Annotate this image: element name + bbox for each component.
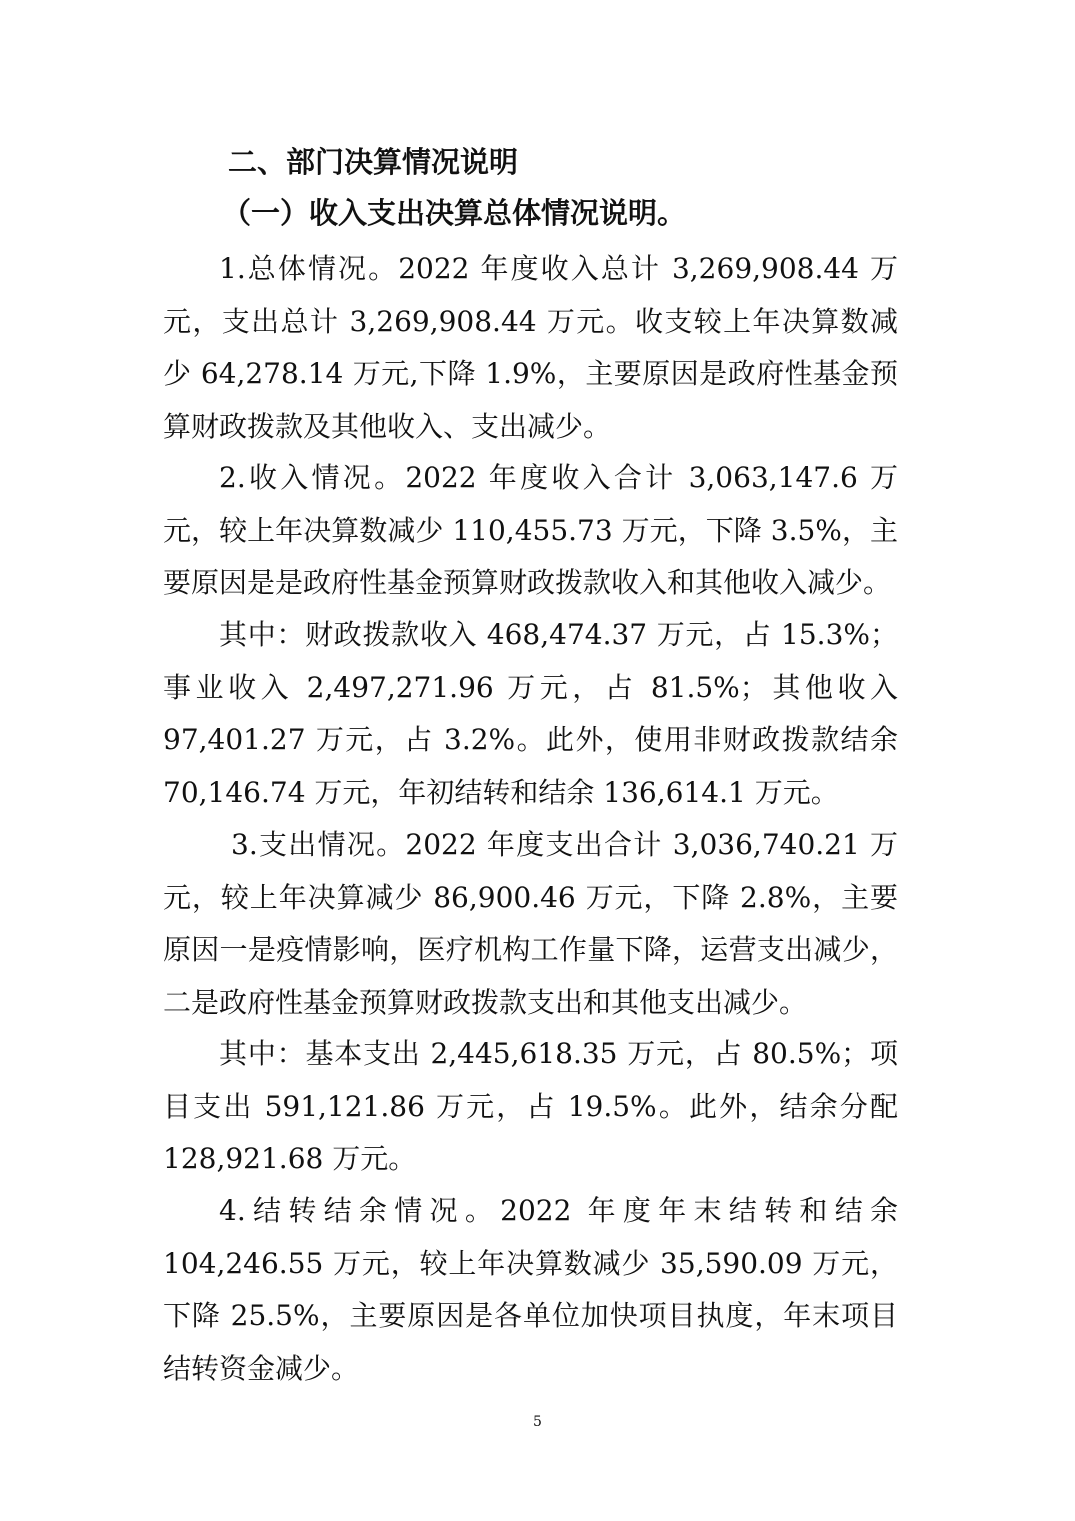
paragraph-carryover: 4.结转结余情况。2022 年度年末结转和结余 104,246.55 万元，较上年决算数减少 35,590.09 万元，下降 25.5%，主要原因是各单位加快项目执度，年末项目结转资金减少。 bbox=[163, 1194, 898, 1385]
paragraph-overall: 1.总体情况。2022 年度收入总计 3,269,908.44 万元，支出总计 3,269,908.44 万元。收支较上年决算数减少 64,278.14 万元,下降 1.9%，主要原因是政府性基金预算财政拨款及其他收入、支出减少。 bbox=[163, 252, 898, 443]
page-number: 5 bbox=[533, 1414, 542, 1430]
paragraph-income-detail: 其中：财政拨款收入 468,474.37 万元，占 15.3%；事业收入 2,497,271.96 万元，占 81.5%；其他收入 97,401.27 万元，占 3.2%。此外，使用非财政拨款结余 70,146.74 万元，年初结转和结余 136,614.1 万元。 bbox=[163, 618, 898, 809]
section-heading: 二、部门决算情况说明 bbox=[228, 145, 519, 179]
paragraph-expense-detail: 其中：基本支出 2,445,618.35 万元，占 80.5%；项目支出 591,121.86 万元，占 19.5%。此外，结余分配 128,921.68 万元。 bbox=[163, 1037, 898, 1175]
paragraph-expense: 3.支出情况。2022 年度支出合计 3,036,740.21 万元，较上年决算减少 86,900.46 万元，下降 2.8%，主要原因一是疫情影响，医疗机构工作量下降，运营支出减少，二是政府性基金预算财政拨款支出和其他支出减少。 bbox=[163, 828, 898, 1019]
subsection-heading: （一）收入支出决算总体情况说明。 bbox=[222, 196, 687, 230]
paragraph-income: 2.收入情况。2022 年度收入合计 3,063,147.6 万元，较上年决算数减少 110,455.73 万元，下降 3.5%，主要原因是是政府性基金预算财政拨款收入和其他收入减少。 bbox=[163, 461, 898, 599]
